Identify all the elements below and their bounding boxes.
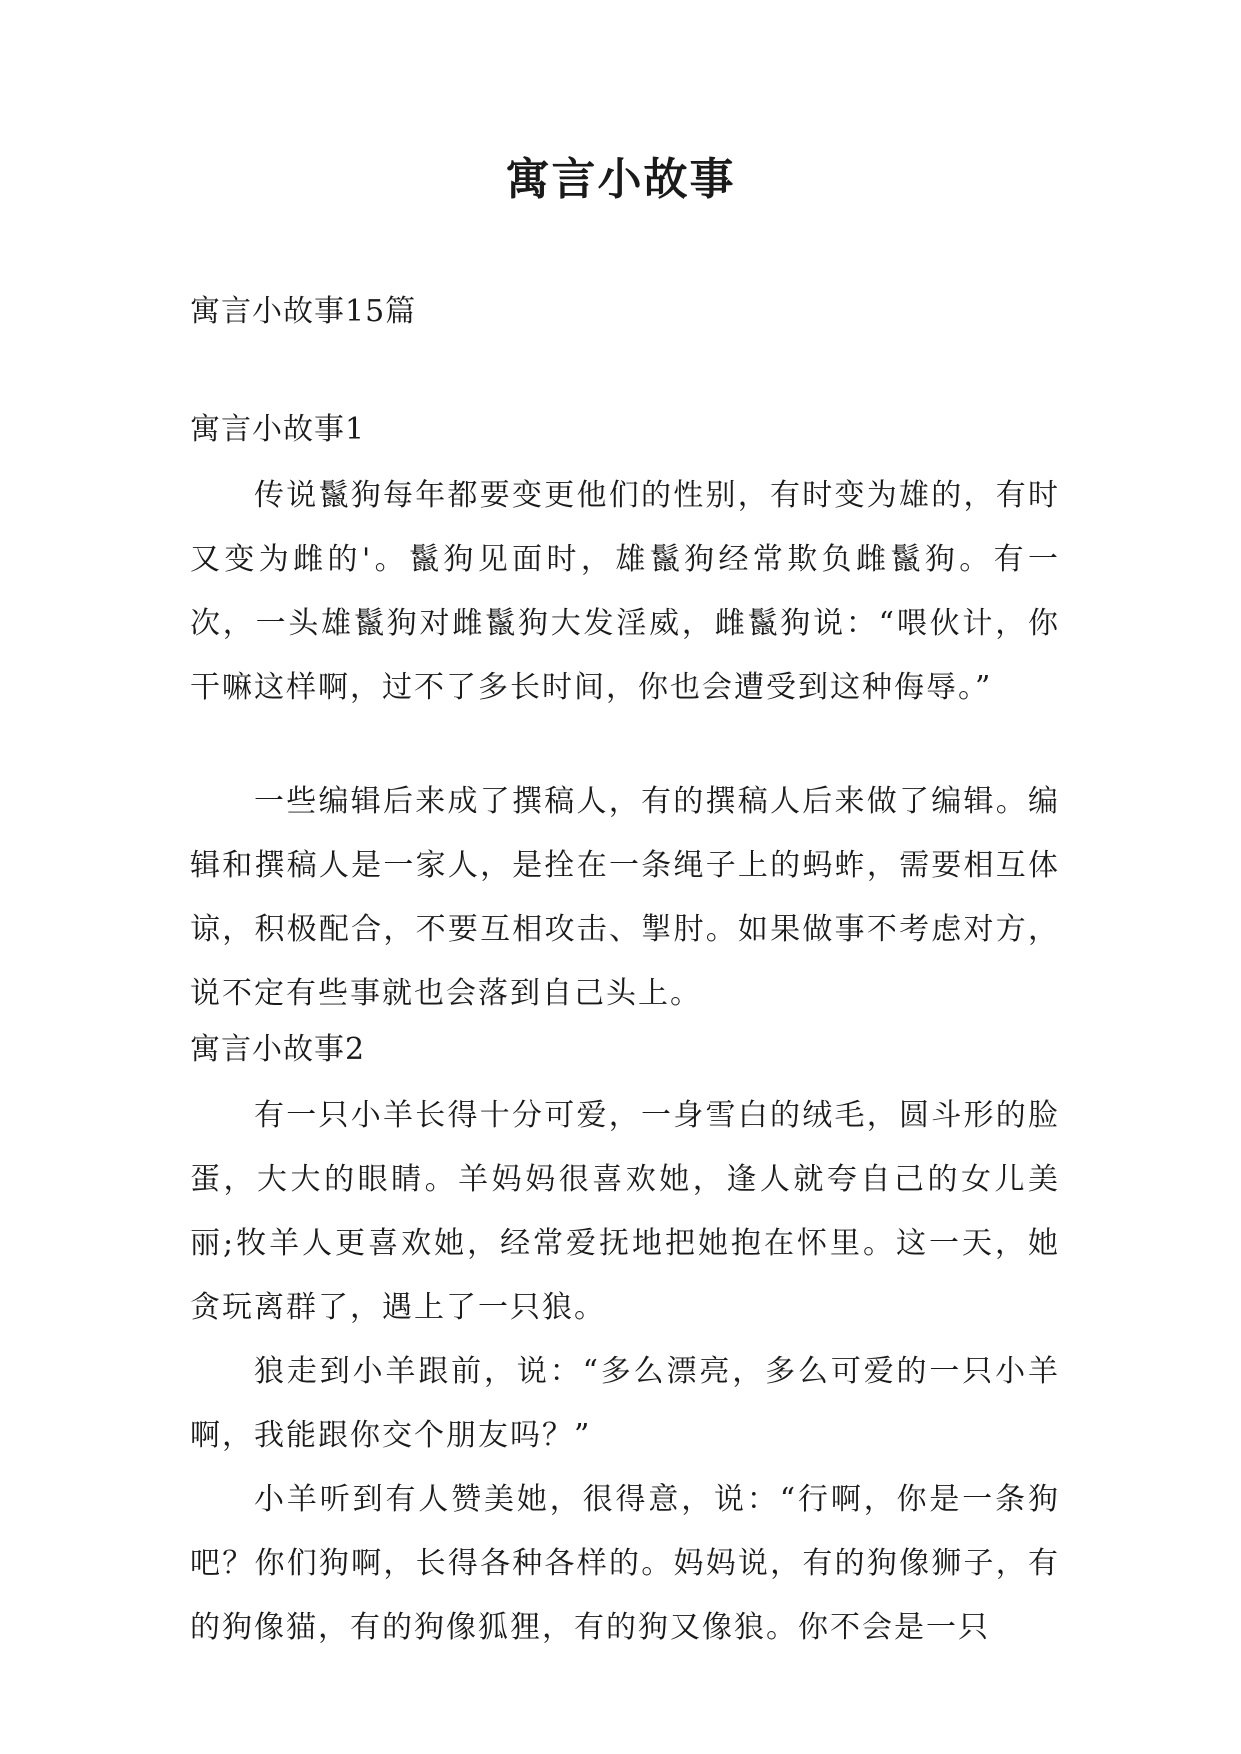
document-title: 寓言小故事 xyxy=(505,154,736,205)
paragraph: 传说鬣狗每年都要变更他们的性别，有时变为雄的，有时又变为雌的'。鬣狗见面时，雄鬣狗经常欺负雌鬣狗。有一次，一头雄鬣狗对雌鬣狗大发淫威，雌鬣狗说：“喂伙计，你干嘛这样啊，过不了多长时间，你也会遭受到这种侮辱。” xyxy=(190,478,1060,705)
section-heading: 寓言小故事1 xyxy=(190,412,366,447)
paragraph: 一些编辑后来成了撰稿人，有的撰稿人后来做了编辑。编辑和撰稿人是一家人，是拴在一条绳子上的蚂蚱，需要相互体谅，积极配合，不要互相攻击、掣肘。如果做事不考虑对方，说不定有些事就也会落到自己头上。 xyxy=(190,784,1060,1011)
story-section-2 xyxy=(190,1028,1060,1660)
paragraph: 有一只小羊长得十分可爱，一身雪白的绒毛，圆斗形的脸蛋，大大的眼睛。羊妈妈很喜欢她，逢人就夸自己的女儿美丽;牧羊人更喜欢她，经常爱抚地把她抱在怀里。这一天，她贪玩离群了，遇上了一只狼。 xyxy=(190,1098,1060,1325)
section-heading: 寓言小故事2 xyxy=(190,1032,366,1067)
paragraph: 小羊听到有人赞美她，很得意，说：“行啊，你是一条狗吧？你们狗啊，长得各种各样的。妈妈说，有的狗像狮子，有的狗像猫，有的狗像狐狸，有的狗又像狼。你不会是一只 xyxy=(190,1482,1060,1645)
document-body xyxy=(190,290,1060,1660)
story-section-1 xyxy=(190,408,1060,1026)
document-subtitle: 寓言小故事15篇 xyxy=(190,294,417,329)
paragraph: 狼走到小羊跟前，说：“多么漂亮，多么可爱的一只小羊啊，我能跟你交个朋友吗？” xyxy=(190,1354,1060,1453)
